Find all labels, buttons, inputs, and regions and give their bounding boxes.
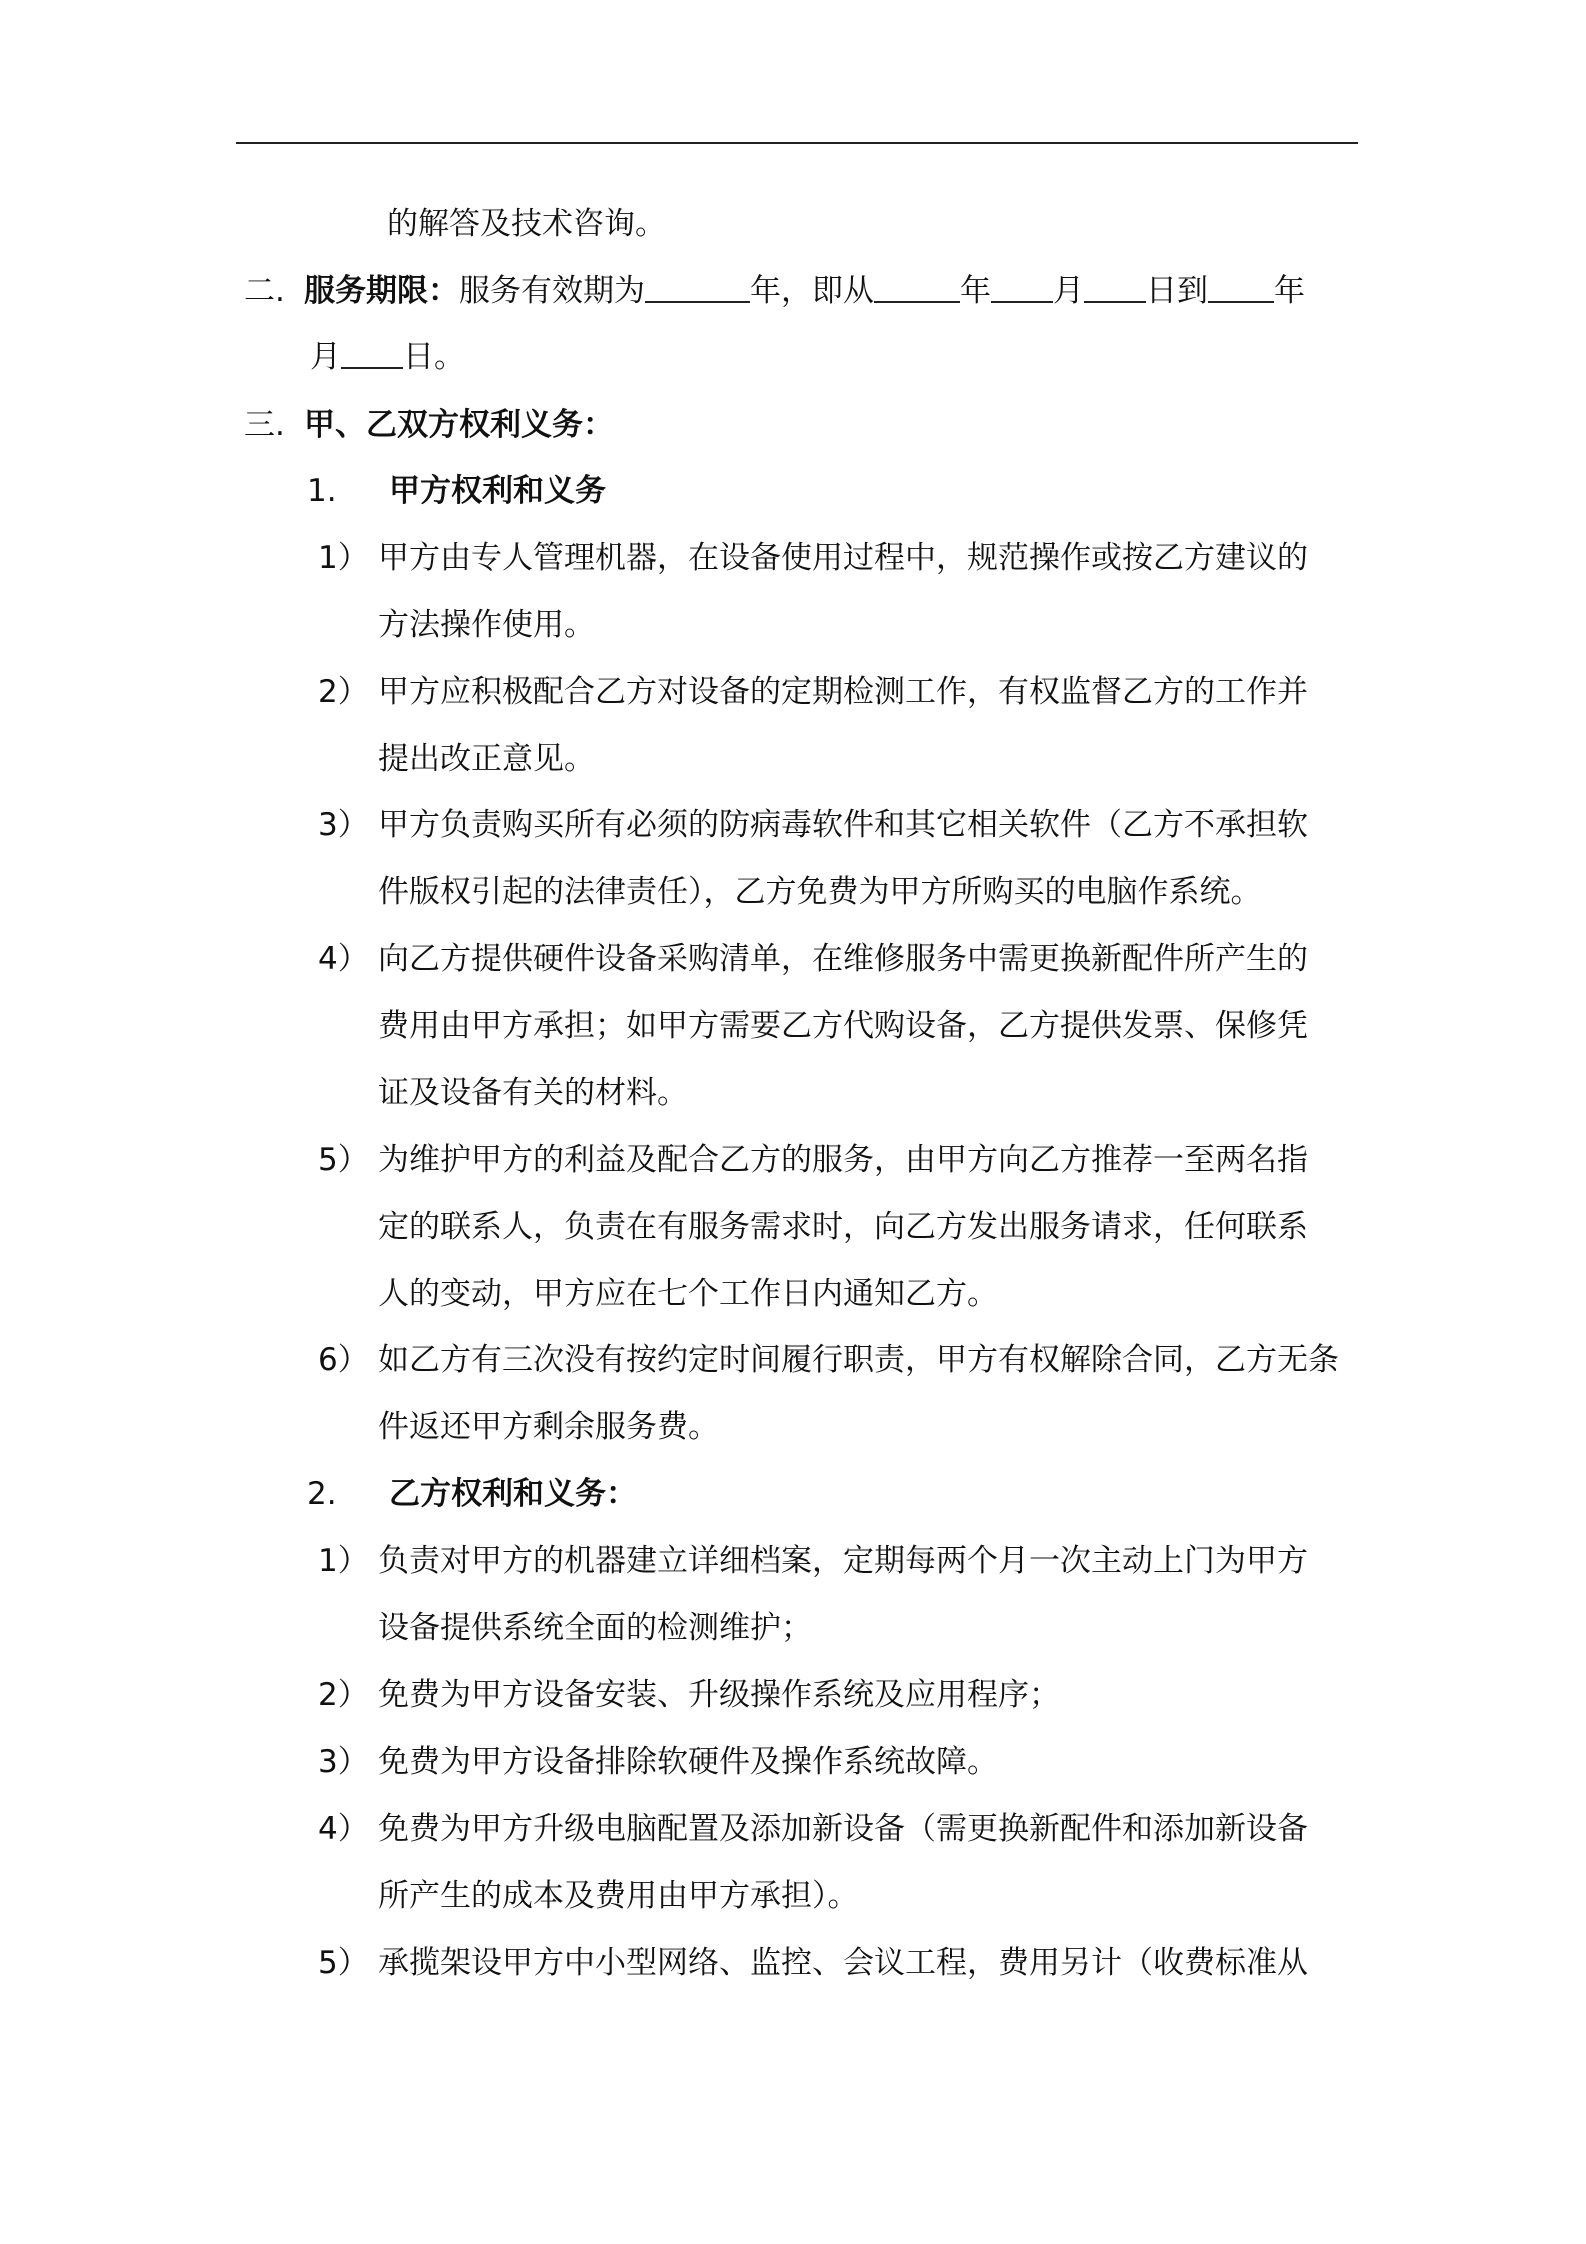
section-3-title: 甲、乙双方权利义务： xyxy=(304,407,614,443)
from-text: 年，即从 xyxy=(750,273,874,309)
subsection-1-title: 甲方权利和义务 xyxy=(389,473,606,509)
party-a-item-4-number: 4） xyxy=(318,941,369,977)
party-a-item-4-line-2: 费用由甲方承担；如甲方需要乙方代购设备，乙方提供发票、保修凭 xyxy=(378,1008,1308,1044)
party-a-item-2-number: 2） xyxy=(318,674,369,710)
subsection-2-title: 乙方权利和义务： xyxy=(389,1476,637,1512)
party-b-item-2-line-1: 免费为甲方设备安装、升级操作系统及应用程序； xyxy=(378,1677,1060,1713)
party-b-item-1-number: 1） xyxy=(318,1543,369,1579)
party-a-item-6-number: 6） xyxy=(318,1342,369,1378)
party-a-item-4-line-1: 向乙方提供硬件设备采购清单，在维修服务中需更换新配件所产生的 xyxy=(378,941,1308,977)
party-b-item-2-number: 2） xyxy=(318,1677,369,1713)
party-b-item-5-number: 5） xyxy=(318,1945,369,1981)
section-2-line-2 xyxy=(310,337,465,377)
years-blank[interactable] xyxy=(645,271,750,303)
party-a-item-1-number: 1） xyxy=(318,540,369,576)
end-day-text: 日。 xyxy=(403,339,465,375)
party-a-item-3-number: 3） xyxy=(318,807,369,843)
start-year-blank[interactable] xyxy=(874,271,960,303)
party-b-item-4-line-2: 所产生的成本及费用由甲方承担）。 xyxy=(378,1878,859,1914)
section-2-title: 服务期限： xyxy=(304,273,459,309)
start-month-blank[interactable] xyxy=(991,271,1053,303)
party-a-item-5-line-2: 定的联系人，负责在有服务需求时，向乙方发出服务请求，任何联系 xyxy=(378,1209,1308,1245)
party-a-item-5-line-3: 人的变动，甲方应在七个工作日内通知乙方。 xyxy=(378,1276,998,1312)
party-b-item-1-line-2: 设备提供系统全面的检测维护； xyxy=(378,1610,812,1646)
subsection-2-number: 2. xyxy=(307,1476,337,1512)
to-text: 日到 xyxy=(1146,273,1208,309)
end-month-blank[interactable] xyxy=(341,337,403,369)
party-b-item-1-line-1: 负责对甲方的机器建立详细档案，定期每两个月一次主动上门为甲方 xyxy=(378,1543,1308,1579)
party-a-item-2-line-2: 提出改正意见。 xyxy=(378,741,595,777)
party-a-item-1-line-1: 甲方由专人管理机器，在设备使用过程中，规范操作或按乙方建议的 xyxy=(378,540,1308,576)
party-b-item-3-number: 3） xyxy=(318,1744,369,1780)
month-text: 月 xyxy=(1053,273,1084,309)
section-2-number: 二. xyxy=(244,273,285,309)
party-a-item-5-line-1: 为维护甲方的利益及配合乙方的服务，由甲方向乙方推荐一至两名指 xyxy=(378,1142,1308,1178)
section-3-number: 三. xyxy=(244,407,285,443)
header-rule xyxy=(236,142,1358,144)
party-a-item-4-line-3: 证及设备有关的材料。 xyxy=(378,1075,688,1111)
service-term-text: 服务有效期为 xyxy=(459,273,645,309)
end-month-text: 月 xyxy=(310,339,341,375)
end-year-text: 年 xyxy=(1274,273,1305,309)
continuation-line: 的解答及技术咨询。 xyxy=(387,206,666,242)
party-a-item-3-line-1: 甲方负责购买所有必须的防病毒软件和其它相关软件（乙方不承担软 xyxy=(378,807,1308,843)
subsection-1-number: 1. xyxy=(307,473,337,509)
party-a-item-1-line-2: 方法操作使用。 xyxy=(378,607,595,643)
section-2-line-1 xyxy=(304,271,1305,311)
party-a-item-2-line-1: 甲方应积极配合乙方对设备的定期检测工作，有权监督乙方的工作并 xyxy=(378,674,1308,710)
party-a-item-6-line-2: 件返还甲方剩余服务费。 xyxy=(378,1409,719,1445)
party-b-item-4-number: 4） xyxy=(318,1811,369,1847)
party-a-item-3-line-2: 件版权引起的法律责任），乙方免费为甲方所购买的电脑作系统。 xyxy=(378,874,1262,910)
party-b-item-3-line-1: 免费为甲方设备排除软硬件及操作系统故障。 xyxy=(378,1744,998,1780)
party-b-item-4-line-1: 免费为甲方升级电脑配置及添加新设备（需更换新配件和添加新设备 xyxy=(378,1811,1308,1847)
end-year-blank[interactable] xyxy=(1208,271,1274,303)
start-day-blank[interactable] xyxy=(1084,271,1146,303)
party-a-item-5-number: 5） xyxy=(318,1142,369,1178)
party-a-item-6-line-1: 如乙方有三次没有按约定时间履行职责，甲方有权解除合同，乙方无条 xyxy=(378,1342,1339,1378)
year-text: 年 xyxy=(960,273,991,309)
party-b-item-5-line-1: 承揽架设甲方中小型网络、监控、会议工程，费用另计（收费标准从 xyxy=(378,1945,1308,1981)
